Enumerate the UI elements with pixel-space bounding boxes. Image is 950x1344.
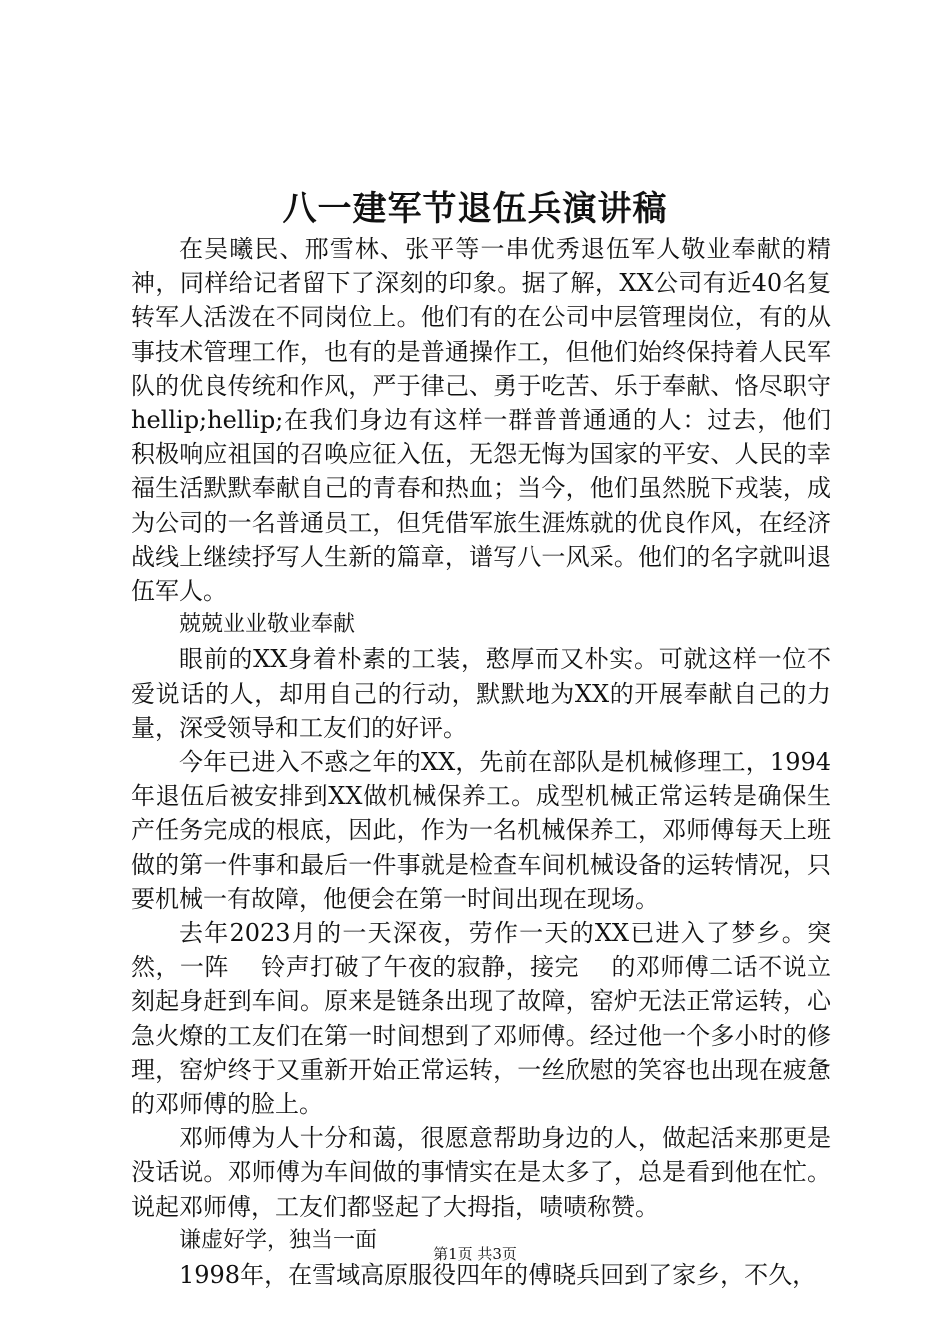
page-number-footer: 第1页 共3页 — [433, 1245, 517, 1263]
paragraph-veteran-return: 1998年，在雪域高原服役四年的傅晓兵回到了家乡，不久， — [179, 1261, 817, 1290]
section-heading-dedication: 兢兢业业敬业奉献 — [179, 612, 356, 638]
document-body — [131, 232, 831, 1292]
section-heading-learning: 谦虚好学，独当一面 — [179, 1227, 378, 1253]
paragraph-night-repair: 去年2023月的一天深夜，劳作一天的XX已进入了梦乡。突然，一阵 铃声打破了午夜的寂静，接完 的邓师傅二话不说立刻起身赶到车间。原来是链条出现了故障，窑炉无法正常运转，心急火燎的工友们在第一时间想到了邓师傅。经过他一个多小时的修理，窑炉终于又重新开始正常运转，一丝欣慰的笑容也出现在疲惫的邓师傅的脸上。 — [131, 919, 831, 1119]
document-title: 八一建军节退伍兵演讲稿 — [282, 189, 668, 229]
paragraph-maintenance-work: 今年已进入不惑之年的XX，先前在部队是机械修理工，1994年退伍后被安排到XX做机械保养工。成型机械正常运转是确保生产任务完成的根底，因此，作为一名机械保养工，邓师傅每天上班做的第一件事和最后一件事就是检查车间机械设备的运转情况，只要机械一有故障，他便会在第一时间出现在现场。 — [131, 748, 831, 913]
paragraph-profile: 眼前的XX身着朴素的工装，憨厚而又朴实。可就这样一位不爱说话的人，却用自己的行动，默默地为XX的开展奉献自己的力量，深受领导和工友们的好评。 — [131, 645, 831, 742]
paragraph-colleague-praise: 邓师傅为人十分和蔼，很愿意帮助身边的人，做起活来那更是没话说。邓师傅为车间做的事情实在是太多了，总是看到他在忙。说起邓师傅，工友们都竖起了大拇指，啧啧称赞。 — [131, 1124, 831, 1221]
paragraph-intro: 在吴曦民、邢雪林、张平等一串优秀退伍军人敬业奉献的精神，同样给记者留下了深刻的印象。据了解，XX公司有近40名复转军人活泼在不同岗位上。他们有的在公司中层管理岗位，有的从事技术管理工作，也有的是普通操作工，但他们始终保持着人民军队的优良传统和作风，严于律己、勇于吃苦、乐于奉献、恪尽职守hellip;hellip;在我们身边有这样一群普普通通的人：过去，他们积极响应祖国的召唤应征入伍，无怨无悔为国家的平安、人民的幸福生活默默奉献自己的青春和热血；当今，他们虽然脱下戎装，成为公司的一名普通员工，但凭借军旅生涯炼就的优良作风，在经济战线上继续抒写人生新的篇章，谱写八一风采。他们的名字就叫退伍军人。 — [131, 235, 831, 606]
